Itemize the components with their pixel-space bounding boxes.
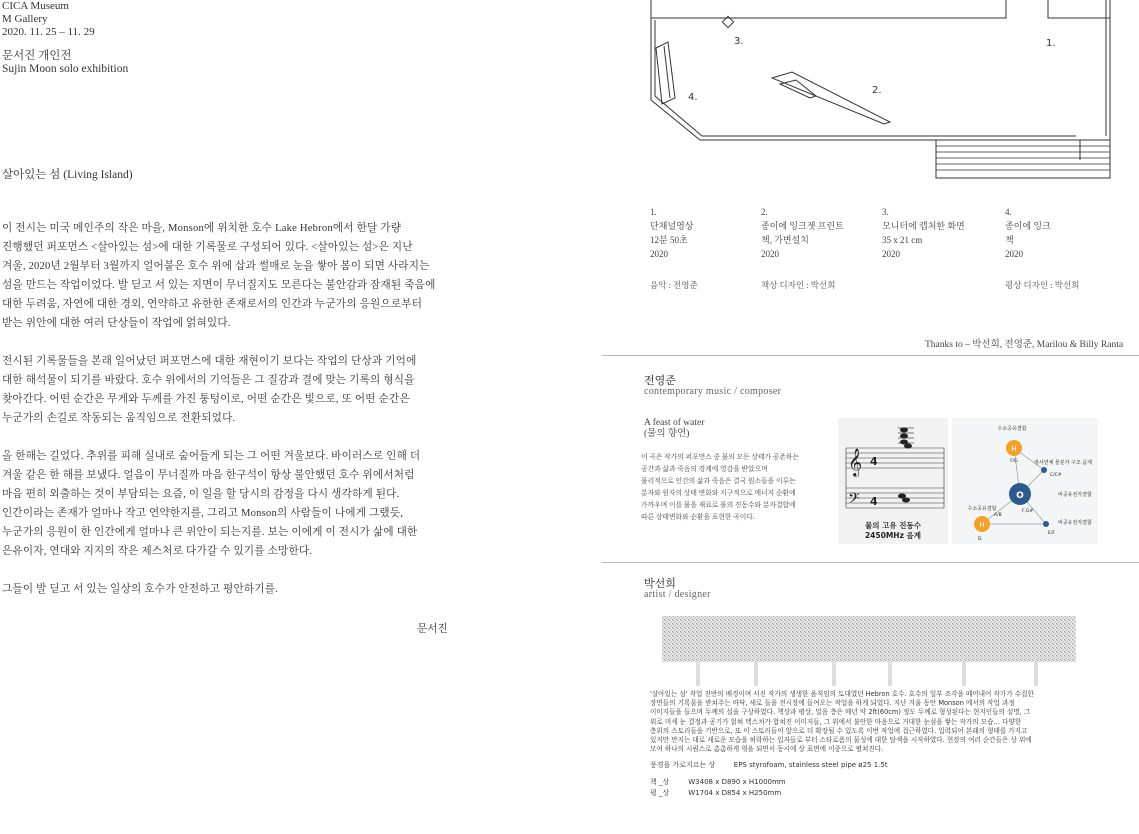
- line: 겨울, 2020년 2월부터 3월까지 얼어붙은 호수 위에 삽과 썰매로 눈을 쌓아 봄이 되면 사라지는: [2, 261, 430, 272]
- score-caption-1: 물의 고유 진동수: [865, 521, 921, 530]
- work-line: 단채널영상: [650, 221, 694, 231]
- line: 섬을 만드는 작업이었다. 발 딛고 서 있는 지면이 무너질지도 모른다는 불안감과 잠재된 죽음에: [2, 280, 436, 291]
- work-item-1: [650, 205, 760, 261]
- line: 대한 두려움, 자연에 대한 경외, 연약하고 유한한 존재로서의 인간과 누군가의 응원으로부터: [2, 299, 423, 310]
- svg-text:4: 4: [870, 455, 878, 468]
- credit-platform-design: 평상 디자인 : 박선희: [1005, 280, 1080, 290]
- work-title: 살아있는 섬 (Living Island): [2, 169, 133, 181]
- desc-line: 있지만 만지는 대로 새로운 모습을 허락하는 입자들로 부터 스타로폼의 물성에 대한 탐색을 시작하였다. 현장의 여러 순간들은 상 위에: [650, 736, 1032, 745]
- paragraph-4: [2, 580, 452, 599]
- work-num: 3.: [882, 207, 889, 217]
- desc-line: 분자와 원자의 상태 변화와 지구적으로 에너지 순환에: [641, 490, 796, 497]
- line: 겨울 같은 한 해를 보냈다. 얼음이 무너질까 마음 한구석이 항상 불안했던 호수 위에서처럼: [2, 470, 415, 481]
- desc-line: 가까우며 이를 물을 재료로 물의 진동수와 분자결합에: [641, 502, 796, 509]
- plan-label-2: 2.: [872, 85, 882, 96]
- bond-label: 정사면체 물분자 구조 음계: [1034, 460, 1092, 466]
- plan-item-2: [772, 72, 890, 124]
- note-label: C/C#: [1050, 473, 1062, 478]
- plan-label-4: 4.: [688, 92, 698, 103]
- bond-label: 수소공유결합: [967, 506, 997, 512]
- note-label: F/G: [1010, 459, 1018, 464]
- spec-material: EPS styrofoam, stainless steel pipe ø25 1.5t: [733, 761, 888, 769]
- note-label: A/B: [994, 513, 1002, 518]
- work-line: 책: [1005, 235, 1014, 245]
- credit-book-design: 책상 디자인 : 박선희: [761, 280, 836, 290]
- desc-line: 장면들의 기록물을 받쳐주는 바닥, 새로 들을 전시장에 들여오는 작업을 하게 되었다. 지난 겨울 동안 Monson 에서의 작업 과정: [650, 699, 1015, 708]
- thanks: Thanks to – 박선희, 전영준, Marilou & Billy Ranta: [925, 340, 1124, 350]
- desc-line: 이미지들을 들으며 두께의 설을 구상하였다. 책상과 평상, 얼음 층은 매년 약 2ft(60cm) 정도 두께로 형성된다는 현지인들의 설명, 그: [650, 708, 1031, 717]
- paragraph-2: [2, 352, 452, 428]
- line: 진행했던 퍼포먼스 <살아있는 섬>에 대한 기록물로 구성되어 있다. <살아있는 섬>은 지난: [2, 242, 413, 253]
- score-image: [838, 418, 948, 544]
- plan-wall-top: [651, 0, 1006, 18]
- work-item-2: [761, 205, 871, 261]
- bond-label: 수소공유결합: [997, 426, 1027, 432]
- work-line: 2020: [1005, 249, 1023, 259]
- bond-label: 비공유전자결합: [1058, 492, 1092, 498]
- spec-row: [650, 788, 888, 799]
- line: 올 한해는 길었다. 추위를 피해 실내로 숨어들게 되는 그 어떤 겨울보다. 바이러스로 인해 더: [2, 451, 421, 462]
- line: 그들이 발 딛고 서 있는 일상의 호수가 안전하고 평안하기를.: [2, 584, 279, 595]
- composer-name: 전영준: [644, 375, 676, 387]
- work-line: 2020: [882, 249, 900, 259]
- title-en: Sujin Moon solo exhibition: [2, 63, 129, 75]
- composer-desc: [641, 452, 831, 524]
- plan-label-3: 3.: [734, 36, 744, 47]
- credit-music: 음악 : 전영준: [650, 280, 698, 290]
- work-line: 종이에 잉크젯 프린트: [761, 221, 844, 231]
- line: 대한 해석물이 되기를 바랐다. 호수 위에서의 기억들은 그 질감과 결에 맞는 기록의 형식을: [2, 375, 415, 386]
- work-num: 4.: [1005, 207, 1012, 217]
- desc-line: 물리적으로 인간의 삶과 죽음은 결국 원소들을 이루는: [641, 478, 796, 485]
- paragraph-1: [2, 219, 452, 333]
- line: 찾아간다. 어떤 순간은 무게와 두께를 가진 퉁텅이로, 어떤 순간은 빛으로, 또 어떤 순간은: [2, 394, 410, 405]
- work-num: 1.: [650, 207, 657, 217]
- paragraph-3: [2, 447, 452, 561]
- line: 누군가의 손길로 작동되는 움직임으로 전환되었다.: [2, 413, 236, 424]
- designer-role: artist / designer: [644, 589, 711, 600]
- work-line: 12분 50초: [650, 235, 688, 245]
- work-line: 35 x 21 cm: [882, 235, 923, 245]
- atom-label: O: [1016, 491, 1024, 501]
- floor-plan: [640, 0, 1120, 185]
- composer-work: [644, 418, 704, 440]
- venue: CICA Museum: [2, 0, 69, 12]
- spec-row: [650, 777, 888, 788]
- work-item-3: [882, 205, 992, 261]
- gallery: M Gallery: [2, 13, 48, 25]
- line: 전시된 기록물들을 본래 일어났던 퍼포먼스에 대한 재현이기 보다는 작업의 단상과 기억에: [2, 356, 417, 367]
- note-label: E/F: [1048, 531, 1055, 536]
- work-item-4: [1005, 205, 1115, 261]
- molecule-diagram: [952, 418, 1098, 544]
- work-en: A feast of water: [644, 418, 705, 428]
- work-ko: (물의 향연): [644, 429, 690, 439]
- work-line: 2020: [650, 249, 668, 259]
- spec-label: 책 _상: [650, 778, 670, 786]
- composer-role: contemporary music / composer: [644, 386, 782, 397]
- treble-clef-icon: 𝄞: [848, 448, 863, 476]
- bond-label: 비공유전자결합: [1058, 520, 1092, 526]
- designer-desc: [650, 690, 1090, 754]
- spec-value: W3408 x D890 x H1000mm: [688, 778, 786, 786]
- desc-line: 공간과 삶과 죽음의 경계에 영감을 받았으며: [641, 466, 768, 473]
- line: 마음 편히 외출하는 것이 부담되는 요즘, 이 일을 할 당시의 감정을 다시 생각하게 된다.: [2, 489, 400, 500]
- exhibition-title: [2, 50, 128, 76]
- divider: [602, 355, 1139, 356]
- table-render-image: [662, 614, 1076, 686]
- plan-label-1: 1.: [1046, 38, 1056, 49]
- exhibition-meta: [2, 0, 95, 39]
- signature: 문서진: [417, 624, 448, 635]
- line: 인간이라는 존재가 얼마나 작고 연약한지를, 그리고 Monson의 사람들이 나에게 그랬듯,: [2, 508, 404, 519]
- desc-line: 따른 상태변화와 순환을 표현한 곡이다.: [641, 514, 755, 521]
- plan-item-4: [656, 42, 675, 104]
- line: 이 전시는 미국 메인주의 작은 마을, Monson에 위치한 호수 Lake Hebron에서 한달 가량: [2, 223, 402, 234]
- line: 받는 위안에 대한 여러 단상들이 작업에 얽혀있다.: [2, 318, 231, 329]
- line: 은유이자, 연대와 지지의 작은 제스처로 다가갈 수 있기를 소망한다.: [2, 546, 313, 557]
- title-ko: 문서진 개인전: [2, 50, 72, 62]
- divider: [602, 562, 1139, 563]
- spec-title: 풍경을 가로지르는 상: [650, 761, 716, 769]
- score-caption-2: 2450MHz 음계: [864, 531, 922, 540]
- desc-line: '살아있는 섬' 작업 전반의 배경이며 서진 작가의 생생한 움직임의 토대였던 Hebron 호수. 호수의 일부 조각을 떼어내어 작가가 수집한: [650, 690, 1034, 698]
- desc-line: 층위의 스토리들을 기반으로, 또 이 스토리들이 앞으로 더 확장될 수 있도록 이번 작업에 접근하였다. 입력되어 본래의 형태를 가지고: [650, 726, 1028, 735]
- spec-title-row: [650, 760, 888, 771]
- desc-line: 위로 미세 눈 결정과 공기가 얽혀 텍스처가 합쳐진 이미지들, 그 위에서 불안한 마음으로 거대한 눈섬을 쌓는 작가의 모습… 다양한: [650, 717, 1022, 726]
- spec-block: [650, 760, 888, 799]
- desc-line: 모여 하나의 시퀀스로 촘촘하게 엮을 되면서 동시에 상 표면에 이중으로 펼쳐진다.: [650, 745, 884, 754]
- atom-label: H: [979, 521, 985, 529]
- line: 누군가의 응원이 한 인간에게 얼마나 큰 위안이 되는지를. 보는 이에게 이 전시가 삶에 대한: [2, 527, 418, 538]
- spec-label: 평 _상: [650, 789, 670, 797]
- work-line: 책, 가변설치: [761, 235, 809, 245]
- note-label: F,G#: [1022, 509, 1034, 514]
- spec-value: W1704 x D854 x H250mm: [688, 789, 782, 797]
- bass-clef-icon: 𝄢: [848, 490, 860, 511]
- atom-label: H: [1011, 445, 1017, 453]
- work-line: 2020: [761, 249, 779, 259]
- work-num: 2.: [761, 207, 768, 217]
- note-label: D: [978, 537, 982, 542]
- desc-line: 이 곡은 작가의 퍼포먼스 중 물의 모든 상태가 공존하는: [641, 454, 800, 461]
- designer-name: 박선희: [644, 578, 676, 590]
- plan-wall-outer: [651, 18, 1080, 160]
- work-line: 모니터에 캡처한 화면: [882, 221, 965, 231]
- dates: 2020. 11. 25 – 11. 29: [2, 26, 95, 38]
- work-line: 종이에 잉크: [1005, 221, 1051, 231]
- svg-text:4: 4: [870, 495, 878, 508]
